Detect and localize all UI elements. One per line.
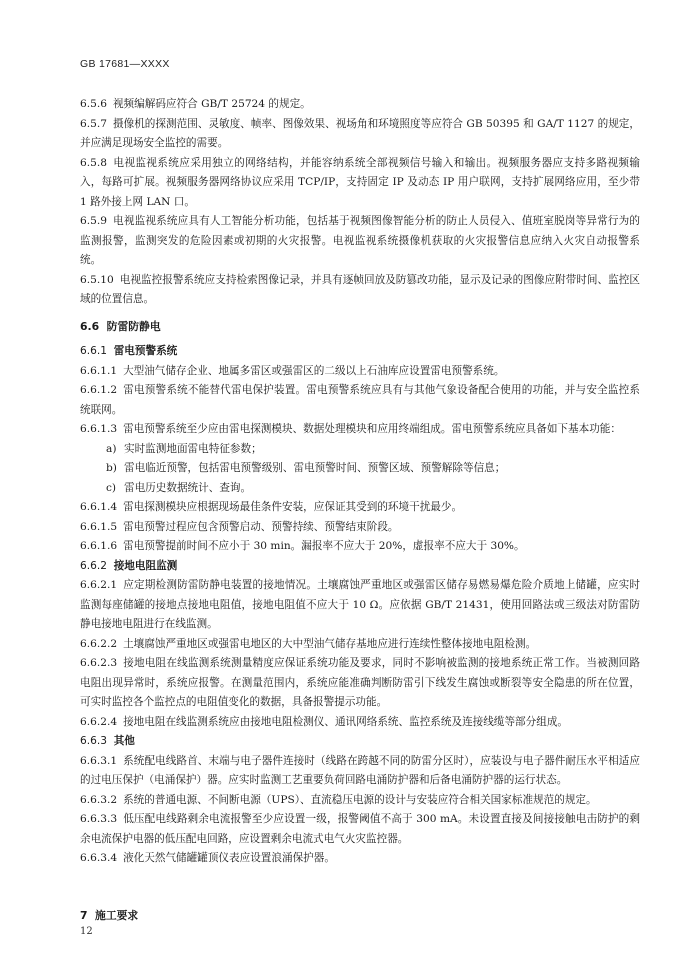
subsection-6-6-2-heading: 6.6.2 接地电阻监测 [80, 559, 178, 572]
section-7-heading: 7 施工要求 [80, 909, 139, 922]
list-item: a) 实时监测地面雷电特征参数； [106, 442, 262, 455]
clause-6-6-1-1: 6.6.1.1 大型油气储存企业、地属多雷区或强雷区的二级以上石油库应设置雷电预警系统。 [80, 364, 505, 377]
clause-6-6-2-1: 6.6.2.1 应定期检测防雷防静电装置的接地情况。土壤腐蚀严重地区或强雷区储存易燃易爆危险介质地上储罐，应实时监测每座储罐的接地点接地电阻值，接地电阻值不应大于 10 Ω。应依据 GB/T 21431，使用回路法或三级法对防雷防静电接地电阻进行在线监测。 [80, 579, 640, 630]
document-body [80, 95, 640, 869]
page-number: 12 [80, 926, 93, 937]
clause-6-6-1-3: 6.6.1.3 雷电预警系统至少应由雷电探测模块、数据处理模块和应用终端组成。雷电预警系统应具备如下基本功能： [80, 423, 621, 435]
clause-6-6-3-2: 6.6.3.2 系统的普通电源、不间断电源（UPS）、直流稳压电源的设计与安装应符合相关国家标准规范的规定。 [80, 793, 597, 806]
subsection-6-6-3-heading: 6.6.3 其他 [80, 735, 135, 747]
section-6-6-heading: 6.6 防雷防静电 [80, 319, 161, 333]
clause-6-6-2-4: 6.6.2.4 接地电阻在线监测系统应由接地电阻检测仪、通讯网络系统、监控系统及连接线缆等部分组成。 [80, 715, 569, 728]
clause-6-6-2-3: 6.6.2.3 接地电阻在线监测系统测量精度应保证系统功能及要求，同时不影响被监测的接地系统正常工作。当被测回路电阻出现异常时，系统应报警。在测量范围内，系统应能准确判断防雷引下线发生腐蚀或断裂等安全隐患的所在位置，可实时监控各个监控点的电阻值变化的数据，具备报警提示功能。 [80, 657, 640, 708]
clause-6-6-2-2: 6.6.2.2 土壤腐蚀严重地区或强雷电地区的大中型油气储存基地应进行连续性整体接地电阻检测。 [80, 637, 537, 650]
clause-6-6-1-6: 6.6.1.6 雷电预警提前时间不应小于 30 min。漏报率不应大于 20%，虚报率不应大于 30%。 [80, 540, 525, 552]
clause-6-5-7: 6.5.7 摄像机的探测范围、灵敏度、帧率、图像效果、视场角和环境照度等应符合 GB 50395 和 GA/T 1127 的规定，并应满足现场安全监控的需要。 [80, 117, 640, 149]
list-item: b) 雷电临近预警，包括雷电预警级别、雷电预警时间、预警区域、预警解除等信息； [106, 462, 506, 474]
clause-6-6-1-4: 6.6.1.4 雷电探测模块应根据现场最佳条件安装，应保证其受到的环境干扰最少。 [80, 501, 463, 513]
list-item: c) 雷电历史数据统计、查询。 [106, 481, 252, 494]
clause-6-6-3-4: 6.6.3.4 液化天然气储罐罐顶仪表应设置浪涌保护器。 [80, 852, 335, 864]
clause-6-6-3-3: 6.6.3.3 低压配电线路剩余电流报警至少应设置一级，报警阈值不高于 300 mA。未设置直接及间接接触电击防护的剩余电流保护电器的低压配电回路，应设置剩余电流式电气火灾监控器。 [80, 813, 640, 845]
clause-6-6-1-5: 6.6.1.5 雷电预警过程应包含预警启动、预警持续、预警结束阶段。 [80, 520, 399, 533]
clause-6-6-1-2: 6.6.1.2 雷电预警系统不能替代雷电保护装置。雷电预警系统应具有与其他气象设备配合使用的功能，并与安全监控系统联网。 [80, 384, 640, 416]
clause-6-5-8: 6.5.8 电视监视系统应采用独立的网络结构，并能容纳系统全部视频信号输入和输出。视频服务器应支持多路视频输入，每路可扩展。视频服务器网络协议应采用 TCP/IP，支持固定 IP 及动态 IP 用户联网，支持扩展网络应用，至少带 1 路外接上网 LAN 口。 [80, 156, 640, 208]
clause-6-6-3-1: 6.6.3.1 系统配电线路首、末端与电子器件连接时（线路在跨越不同的防雷分区时），应装设与电子器件耐压水平相适应的过电压保护（电涌保护）器。应实时监测工艺重要负荷回路电涌防护器和后备电涌防护器的运行状态。 [80, 754, 640, 786]
clause-6-5-9: 6.5.9 电视监视系统应具有人工智能分析功能，包括基于视频图像智能分析的防止人员侵入、值班室脱岗等异常行为的监测报警，监测突发的危险因素或初期的火灾报警。电视监视系统摄像机获取的火灾报警信息应纳入火灾自动报警系统。 [80, 215, 640, 266]
clause-6-5-6: 6.5.6 视频编解码应符合 GB/T 25724 的规定。 [80, 98, 311, 110]
subsection-6-6-1-heading: 6.6.1 雷电预警系统 [80, 345, 178, 357]
clause-6-5-10: 6.5.10 电视监控报警系统应支持检索图像记录，并具有逐帧回放及防篡改功能，显示及记录的图像应附带时间、监控区域的位置信息。 [80, 273, 640, 305]
standard-code-header: GB 17681—XXXX [80, 58, 170, 70]
